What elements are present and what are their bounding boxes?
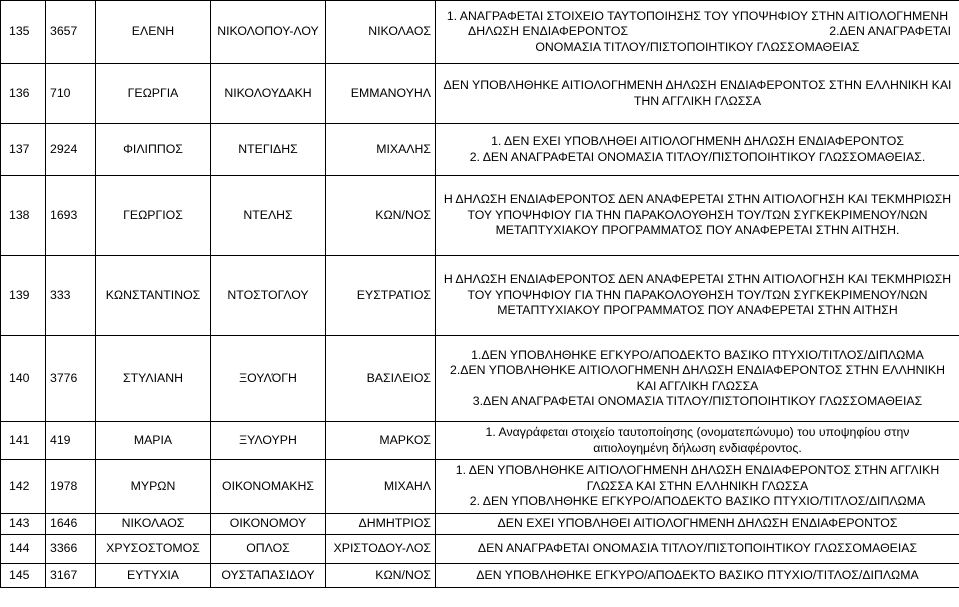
last-name: ΝΤΕΛΗΣ xyxy=(211,176,326,256)
table-row xyxy=(1,514,959,535)
application-id: 1693 xyxy=(46,176,96,256)
table-row xyxy=(1,422,959,460)
reason-line: ΤΗΝ ΑΓΓΛΙΚΗ ΓΛΩΣΣΑ xyxy=(633,93,762,108)
father-name: ΧΡΙΣΤΟΔΟΥ-ΛΟΣ xyxy=(326,535,436,564)
reason-line: 2. ΔΕΝ ΑΝΑΓΡΑΦΕΤΑΙ ΟΝΟΜΑΣΙΑ ΤΙΤΛΟΥ/ΠΙΣΤΟΠΟΙΗΤΙΚΟΥ ΓΛΩΣΣΟΜΑΘΕΙΑΣ. xyxy=(469,149,926,164)
reason-line: 2.ΔΕΝ ΑΝΑΓΡΑΦΕΤΑΙ xyxy=(829,24,951,39)
first-name: ΜΥΡΩΝ xyxy=(96,460,211,514)
application-id: 3776 xyxy=(46,336,96,422)
last-name: ΝΙΚΟΛΟΠΟΥ-ΛΟΥ xyxy=(211,1,326,64)
last-name: ΟΠΛΟΣ xyxy=(211,535,326,564)
row-number: 138 xyxy=(1,176,46,256)
father-name: ΔΗΜΗΤΡΙΟΣ xyxy=(326,514,436,535)
father-name: ΜΙΧΑΛΗΣ xyxy=(326,124,436,176)
reason-line: 1. ΔΕΝ ΕΧΕΙ ΥΠΟΒΛΗΘΕΙ ΑΙΤΙΟΛΟΓΗΜΕΝΗ ΔΗΛΩΣΗ ΕΝΔΙΑΦΕΡΟΝΤΟΣ xyxy=(491,134,904,148)
first-name: ΣΤΥΛΙΑΝΗ xyxy=(96,336,211,422)
rejection-reason xyxy=(436,256,959,336)
table-row xyxy=(1,535,959,564)
row-number: 143 xyxy=(1,514,46,535)
reason-line: αιτιολογημένη δήλωση ενδιαφέροντος. xyxy=(593,440,802,455)
last-name: ΟΥΣΤΑΠΑΣΙΔΟΥ xyxy=(211,564,326,588)
rejection-reason xyxy=(436,564,959,588)
first-name: ΓΕΩΡΓΙΟΣ xyxy=(96,176,211,256)
application-id: 1978 xyxy=(46,460,96,514)
last-name: ΝΤΟΣΤΟΓΛΟΥ xyxy=(211,256,326,336)
reason-line: ΤΟΥ ΥΠΟΨΗΦΙΟΥ ΓΙΑ ΤΗΝ ΠΑΡΑΚΟΛΟΥΘΗΣΗ ΤΟΥ/ΤΩΝ ΣΥΓΚΕΚΡΙΜΕΝΟΥ/ΝΩΝ xyxy=(467,287,928,302)
reason-line: ΜΕΤΑΠΤΥΧΙΑΚΟΥ ΠΡΟΓΡΑΜΜΑΤΟΣ ΠΟΥ ΑΝΑΦΕΡΕΤΑΙ ΣΤΗΝ ΑΙΤΗΣΗ xyxy=(497,303,898,318)
reason-line: 1. ΑΝΑΓΡΑΦΕΤΑΙ ΣΤΟΙΧΕΙΟ ΤΑΥΤΟΠΟΙΗΣΗΣ ΤΟΥ ΥΠΟΨΗΦΙΟΥ ΣΤΗΝ ΑΙΤΙΟΛΟΓΗΜΕΝΗ xyxy=(446,8,949,23)
last-name: ΝΤΕΓΙΔΗΣ xyxy=(211,124,326,176)
rejection-reason xyxy=(436,64,959,124)
table-row xyxy=(1,460,959,514)
reason-line: ΔΕΝ ΑΝΑΓΡΑΦΕΤΑΙ ΟΝΟΜΑΣΙΑ ΤΙΤΛΟΥ/ΠΙΣΤΟΠΟΙΗΤΙΚΟΥ ΓΛΩΣΣΟΜΑΘΕΙΑΣ xyxy=(477,541,918,556)
row-number: 137 xyxy=(1,124,46,176)
rejection-reason xyxy=(436,535,959,564)
first-name: ΧΡΥΣΟΣΤΟΜΟΣ xyxy=(96,535,211,564)
reason-line: ΔΕΝ ΥΠΟΒΛΗΘΗΚΕ ΕΓΚΥΡΟ/ΑΠΟΔΕΚΤΟ ΒΑΣΙΚΟ ΠΤΥΧΙΟ/ΤΙΤΛΟΣ/ΔΙΠΛΩΜΑ xyxy=(476,567,919,582)
reason-line: Η ΔΗΛΩΣΗ ΕΝΔΙΑΦΕΡΟΝΤΟΣ ΔΕΝ ΑΝΑΦΕΡΕΤΑΙ ΣΤΗΝ ΑΙΤΙΟΛΟΓΗΣΗ ΚΑΙ ΤΕΚΜΗΡΙΩΣΗ xyxy=(443,272,952,287)
rejection-reason xyxy=(436,514,959,535)
last-name: ΟΙΚΟΝΟΜΟΥ xyxy=(211,514,326,535)
last-name: ΞΥΛΟΥΡΗ xyxy=(211,422,326,460)
reason-line: ΓΛΩΣΣΑ ΚΑΙ ΣΤΗΝ ΕΛΛΗΝΙΚΗ ΓΛΩΣΣΑ xyxy=(586,478,809,493)
table-row xyxy=(1,64,959,124)
application-id: 3657 xyxy=(46,1,96,64)
reason-line: ΜΕΤΑΠΤΥΧΙΑΚΟΥ ΠΡΟΓΡΑΜΜΑΤΟΣ ΠΟΥ ΑΝΑΦΕΡΕΤΑΙ ΣΤΗΝ ΑΙΤΗΣΗ. xyxy=(495,223,900,238)
rejection-reason xyxy=(436,460,959,514)
reason-line: 3.ΔΕΝ ΑΝΑΓΡΑΦΕΤΑΙ ΟΝΟΜΑΣΙΑ ΤΙΤΛΟΥ/ΠΙΣΤΟΠΟΙΗΤΙΚΟΥ ΓΛΩΣΣΟΜΑΘΕΙΑΣ xyxy=(472,394,923,408)
row-number: 142 xyxy=(1,460,46,514)
row-number: 136 xyxy=(1,64,46,124)
row-number: 139 xyxy=(1,256,46,336)
rejection-reason xyxy=(436,422,959,460)
father-name: ΝΙΚΟΛΑΟΣ xyxy=(326,1,436,64)
row-number: 144 xyxy=(1,535,46,564)
row-number: 140 xyxy=(1,336,46,422)
first-name: ΚΩΝΣΤΑΝΤΙΝΟΣ xyxy=(96,256,211,336)
reason-line: ΤΟΥ ΥΠΟΨΗΦΙΟΥ ΓΙΑ ΤΗΝ ΠΑΡΑΚΟΛΟΥΘΗΣΗ ΤΟΥ/ΤΩΝ ΣΥΓΚΕΚΡΙΜΕΝΟΥ/ΝΩΝ xyxy=(467,207,928,222)
application-id: 710 xyxy=(46,64,96,124)
last-name: ΟΙΚΟΝΟΜΑΚΗΣ xyxy=(211,460,326,514)
rejection-reason xyxy=(436,1,959,64)
father-name: ΜΙΧΑΗΛ xyxy=(326,460,436,514)
last-name: ΝΙΚΟΛΟΥΔΑΚΗ xyxy=(211,64,326,124)
rejection-reason xyxy=(436,124,959,176)
first-name: ΦΙΛΙΠΠΟΣ xyxy=(96,124,211,176)
father-name: ΚΩΝ/ΝΟΣ xyxy=(326,564,436,588)
reason-line: ΔΕΝ ΥΠΟΒΛΗΘΗΚΕ ΑΙΤΙΟΛΟΓΗΜΕΝΗ ΔΗΛΩΣΗ ΕΝΔΙΑΦΕΡΟΝΤΟΣ ΣΤΗΝ ΕΛΛΗΝΙΚΗ ΚΑΙ xyxy=(443,78,952,92)
row-number: 145 xyxy=(1,564,46,588)
first-name: ΕΛΕΝΗ xyxy=(96,1,211,64)
application-id: 333 xyxy=(46,256,96,336)
application-id: 3167 xyxy=(46,564,96,588)
row-number: 141 xyxy=(1,422,46,460)
reason-line: ΔΗΛΩΣΗ ΕΝΔΙΑΦΕΡΟΝΤΟΣ xyxy=(468,24,629,39)
table-row xyxy=(1,176,959,256)
father-name: ΒΑΣΙΛΕΙΟΣ xyxy=(326,336,436,422)
first-name: ΜΑΡΙΑ xyxy=(96,422,211,460)
first-name: ΕΥΤΥΧΙΑ xyxy=(96,564,211,588)
first-name: ΓΕΩΡΓΙΑ xyxy=(96,64,211,124)
rejection-reason xyxy=(436,336,959,422)
table-row xyxy=(1,336,959,422)
application-id: 1646 xyxy=(46,514,96,535)
row-number: 135 xyxy=(1,1,46,64)
table-row xyxy=(1,1,959,64)
last-name: ΞΟΥΛΌΓΗ xyxy=(211,336,326,422)
reason-line: Η ΔΗΛΩΣΗ ΕΝΔΙΑΦΕΡΟΝΤΟΣ ΔΕΝ ΑΝΑΦΕΡΕΤΑΙ ΣΤΗΝ ΑΙΤΙΟΛΟΓΗΣΗ ΚΑΙ ΤΕΚΜΗΡΙΩΣΗ xyxy=(443,192,952,207)
father-name: ΕΥΣΤΡΑΤΙΟΣ xyxy=(326,256,436,336)
reason-line: 1. Αναγράφεται στοιχείο ταυτοποίησης (ονοματεπώνυμο) του υποψηφίου στην xyxy=(485,425,910,439)
application-id: 2924 xyxy=(46,124,96,176)
first-name: ΝΙΚΟΛΑΟΣ xyxy=(96,514,211,535)
father-name: ΜΑΡΚΟΣ xyxy=(326,422,436,460)
reason-line: 1. ΔΕΝ ΥΠΟΒΛΗΘΗΚΕ ΑΙΤΙΟΛΟΓΗΜΕΝΗ ΔΗΛΩΣΗ ΕΝΔΙΑΦΕΡΟΝΤΟΣ ΣΤΗΝ ΑΓΓΛΙΚΗ xyxy=(455,463,940,478)
reason-line: ΚΑΙ ΑΓΓΛΙΚΗ ΓΛΩΣΣΑ xyxy=(636,378,759,393)
table-row xyxy=(1,124,959,176)
application-id: 3366 xyxy=(46,535,96,564)
table-row xyxy=(1,256,959,336)
father-name: ΚΩΝ/ΝΟΣ xyxy=(326,176,436,256)
reason-line: ΔΕΝ ΕΧΕΙ ΥΠΟΒΛΗΘΕΙ ΑΙΤΙΟΛΟΓΗΜΕΝΗ ΔΗΛΩΣΗ ΕΝΔΙΑΦΕΡΟΝΤΟΣ xyxy=(497,516,898,531)
father-name: ΕΜΜΑΝΟΥΗΛ xyxy=(326,64,436,124)
reason-line: ΟΝΟΜΑΣΙΑ ΤΙΤΛΟΥ/ΠΙΣΤΟΠΟΙΗΤΙΚΟΥ ΓΛΩΣΣΟΜΑΘΕΙΑΣ xyxy=(535,39,860,54)
reason-line: 2. ΔΕΝ ΥΠΟΒΛΗΘΗΚΕ ΕΓΚΥΡΟ/ΑΠΟΔΕΚΤΟ ΒΑΣΙΚΟ ΠΤΥΧΙΟ/ΤΙΤΛΟΣ/ΔΙΠΛΩΜΑ xyxy=(469,494,926,509)
reason-line: 1.ΔΕΝ ΥΠΟΒΛΗΘΗΚΕ ΕΓΚΥΡΟ/ΑΠΟΔΕΚΤΟ ΒΑΣΙΚΟ ΠΤΥΧΙΟ/ΤΙΤΛΟΣ/ΔΙΠΛΩΜΑ xyxy=(471,347,924,362)
rejection-reason xyxy=(436,176,959,256)
table-row xyxy=(1,564,959,588)
reason-line: 2.ΔΕΝ ΥΠΟΒΛΗΘΗΚΕ ΑΙΤΙΟΛΟΓΗΜΕΝΗ ΔΗΛΩΣΗ ΕΝΔΙΑΦΕΡΟΝΤΟΣ ΣΤΗΝ ΕΛΛΗΝΙΚΗ xyxy=(450,363,945,377)
application-id: 419 xyxy=(46,422,96,460)
